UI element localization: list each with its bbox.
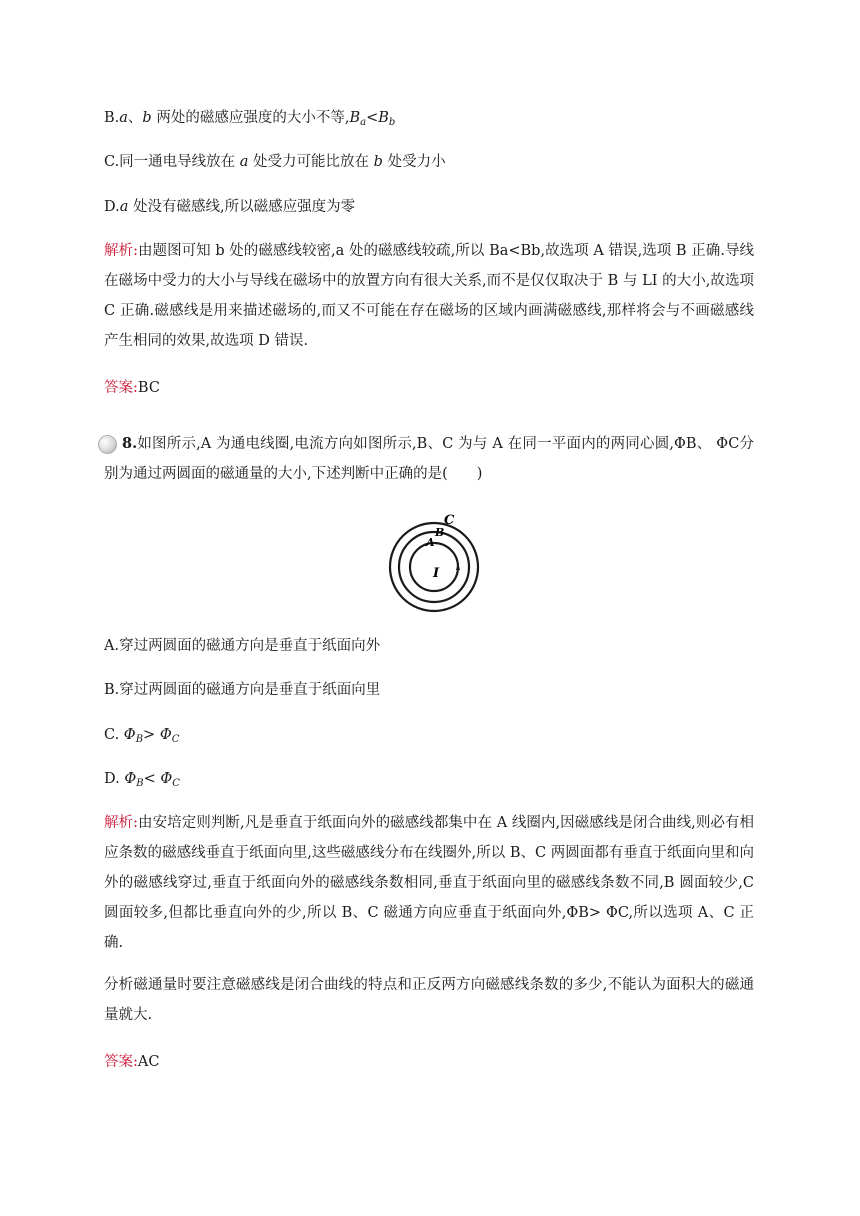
current-arrow-icon [456,563,460,570]
q7-analysis [104,236,754,356]
answer-label: 答案: [104,380,138,396]
label-c: C [444,513,455,528]
label-a: A [426,536,435,549]
q8-option-d: D. $\Phi_B< \Phi_C$ [104,771,180,789]
q7-option-b: B.a、b 两处的磁感应强度的大小不等$,B_a<B_b$ [104,110,396,128]
q7-answer-value: BC [137,380,160,396]
q8-option-c: C. $\Phi_B> \Phi_C$ [104,727,180,745]
q8-stem-text: 如图所示,A 为通电线圈,电流方向如图所示,B、C 为与 A 在同一平面内的两同心圆,ΦB、 ΦC分别为通过两圆面的磁通量的大小,下述判断中正确的是( ) [104,436,754,482]
q8-answer [104,1052,159,1072]
q8-answer-value: AC [137,1054,160,1070]
q8-note: 分析磁通量时要注意磁感线是闭合曲线的特点和正反两方向磁感线条数的多少,不能认为面积大的磁通量就大. [104,977,754,1023]
analysis-label: 解析: [104,243,138,259]
q8-number: 8. [122,435,138,452]
q7-option-c: C.同一通电导线放在 a 处受力可能比放在 b 处受力小 [104,154,446,170]
q8-option-a: A.穿过两圆面的磁通方向是垂直于纸面向外 [104,638,381,654]
concentric-circles-figure [379,508,489,613]
analysis-label: 解析: [104,815,138,831]
q7-answer [104,378,160,398]
answer-label: 答案: [104,1054,138,1070]
q8-analysis [104,808,754,958]
q7-option-d: D.a 处没有磁感线,所以磁感应强度为零 [104,199,356,215]
q8-stem [104,429,754,489]
label-i: I [433,566,440,581]
q8-option-b: B.穿过两圆面的磁通方向是垂直于纸面向里 [104,682,381,698]
q8-analysis-text: 由安培定则判断,凡是垂直于纸面向外的磁感线都集中在 A 线圈内,因磁感线是闭合曲线,则必有相应条数的磁感线垂直于纸面向里,这些磁感线分布在线圈外,所以 B、C 两圆面都有垂直于纸面向里和向外的磁感线穿过,垂直于纸面向外的磁感线条数相同,垂直于纸面向里的磁感线条数不同,B 圆面较少,C 圆面较多,但都比垂直向外的少,所以 B、C 磁通方向应垂直于纸面向外,ΦB> ΦC,所以选项 A、C 正确. [104,815,754,951]
label-b: B [435,526,445,539]
q7-analysis-text: 由题图可知 b 处的磁感线较密,a 处的磁感线较疏,所以 Ba<Bb,故选项 A 错误,选项 B 正确.导线在磁场中受力的大小与导线在磁场中的放置方向有很大关系,而不是仅仅取决于 B 与 LI 的大小,故选项 C 正确.磁感线是用来描述磁场的,而又不可能在存在磁场的区域内画满磁感线,那样将会与不画磁感线产生相同的效果,故选项 D 错误. [104,243,754,349]
